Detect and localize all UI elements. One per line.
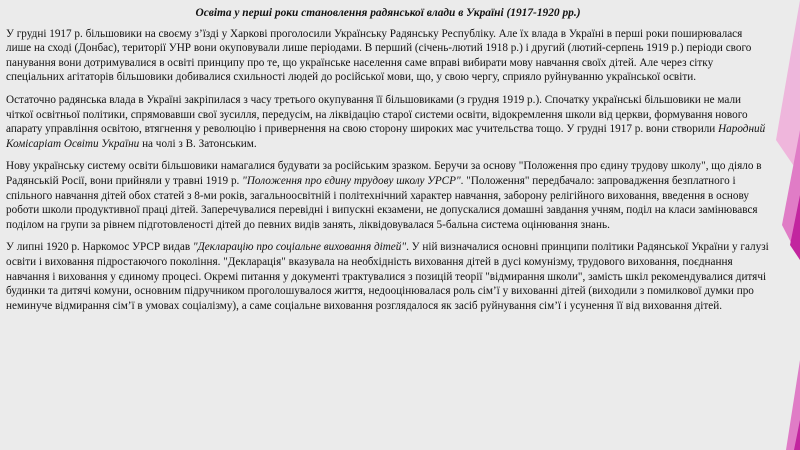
paragraph-3-emphasis: "Положення про єдину трудову школу УРСР" — [242, 174, 461, 187]
paragraph-2 — [6, 93, 770, 151]
paragraph-2-text-b: на чолі з В. Затонським. — [139, 137, 257, 150]
paragraph-4-emphasis: "Декларацію про соціальне виховання дітей" — [192, 241, 407, 254]
paragraph-2-text-a: Остаточно радянська влада в Україні закріпилася з часу третього окупування її більшовиками (з грудня 1919 р.). Спочатку українські більшовики не мали чіткої освітньої політики, спрямовавши свої зусилля, передусім, на ліквідацію старої системи освіти, відокремлення школи від церкви, формування нового апарату управління освітою, втягнення у революцію і привернення на свою сторону широких мас учительства тощо. У грудні 1917 р. вони створили — [6, 93, 748, 136]
paragraph-3-text-a: Нову українську систему освіти більшовики намагалися будувати за російським зразком. Беручи за основу "Положення про єдину трудову школу", що діяло в Радянській Росії, вони прийняли у травні 1919 р. — [6, 160, 762, 187]
paragraph-3-text-b: . "Положення" передбачало: запровадження безплатного і спільного навчання дітей обох статей з 8-ми років, загальноосвітній і політехнічний характер навчання, заборону релігійного виховання, введення в основу роботи школи продуктивної праці дітей. Заперечувалися перевідні і випускні екзамени, не допускалися домашні завдання учням, поділ на класи замінювався поділом на групи за рівнем підготовленості дітей до певних видів занять, ліквідовувалася 5-бальна система оцінювання знань. — [6, 174, 758, 231]
paragraph-4-text-b: . У ній визначалися основні принципи політики Радянської України у галузі освіти і виховання підростаючого покоління. "Декларація" вказувала на необхідність виховання дітей в дусі комунізму, трудового виховання, поєднання навчання і виховання у єдиному процесі. Окремі питання у документі трактувалися з позицій теорії "відмирання школи", замість шкіл рекомендувалися дитячі будинки та дитячі комуни, основним підручником проголошувалося життя, недооцінювалася роль сім’ї у вихованні дітей (виходили з помилкової думки про неминуче відмирання сім’ї в умовах соціалізму), а саме соціальне виховання розглядалося як засіб руйнування сім’ї і усунення її від виховання дітей. — [6, 241, 769, 312]
slide-content — [6, 6, 770, 321]
paragraph-4 — [6, 240, 770, 313]
slide-title: Освіта у перші роки становлення радянської влади в Україні (1917-1920 рр.) — [195, 7, 581, 19]
paragraph-3 — [6, 159, 770, 232]
paragraph-4-text-a: У липні 1920 р. Наркомос УРСР видав — [6, 241, 193, 254]
paragraph-1: У грудні 1917 р. більшовики на своєму з’їзді у Харкові проголосили Українську Радянську Республіку. Але їх влада в Україні в перші роки поширювалася лише на сході (Донбас), території УНР вони окуповували лише періодами. В перший (січень-лютий 1918 р.) і другий (лютий-серпень 1919 р.) періоди свого панування вони дотримувалися в освіті принципу про те, що українське населення саме вправі вибирати мову навчання своїх дітей. Але через сітку спеціальних агітаторів більшовики добивалися схильності людей до російської мови, що, у свою чергу, сприяло руйнуванню української освіти. — [6, 27, 752, 84]
paragraph-2-emphasis: Народний Комісаріат Освіти України — [6, 123, 766, 150]
accent-triangle-light — [776, 0, 800, 175]
